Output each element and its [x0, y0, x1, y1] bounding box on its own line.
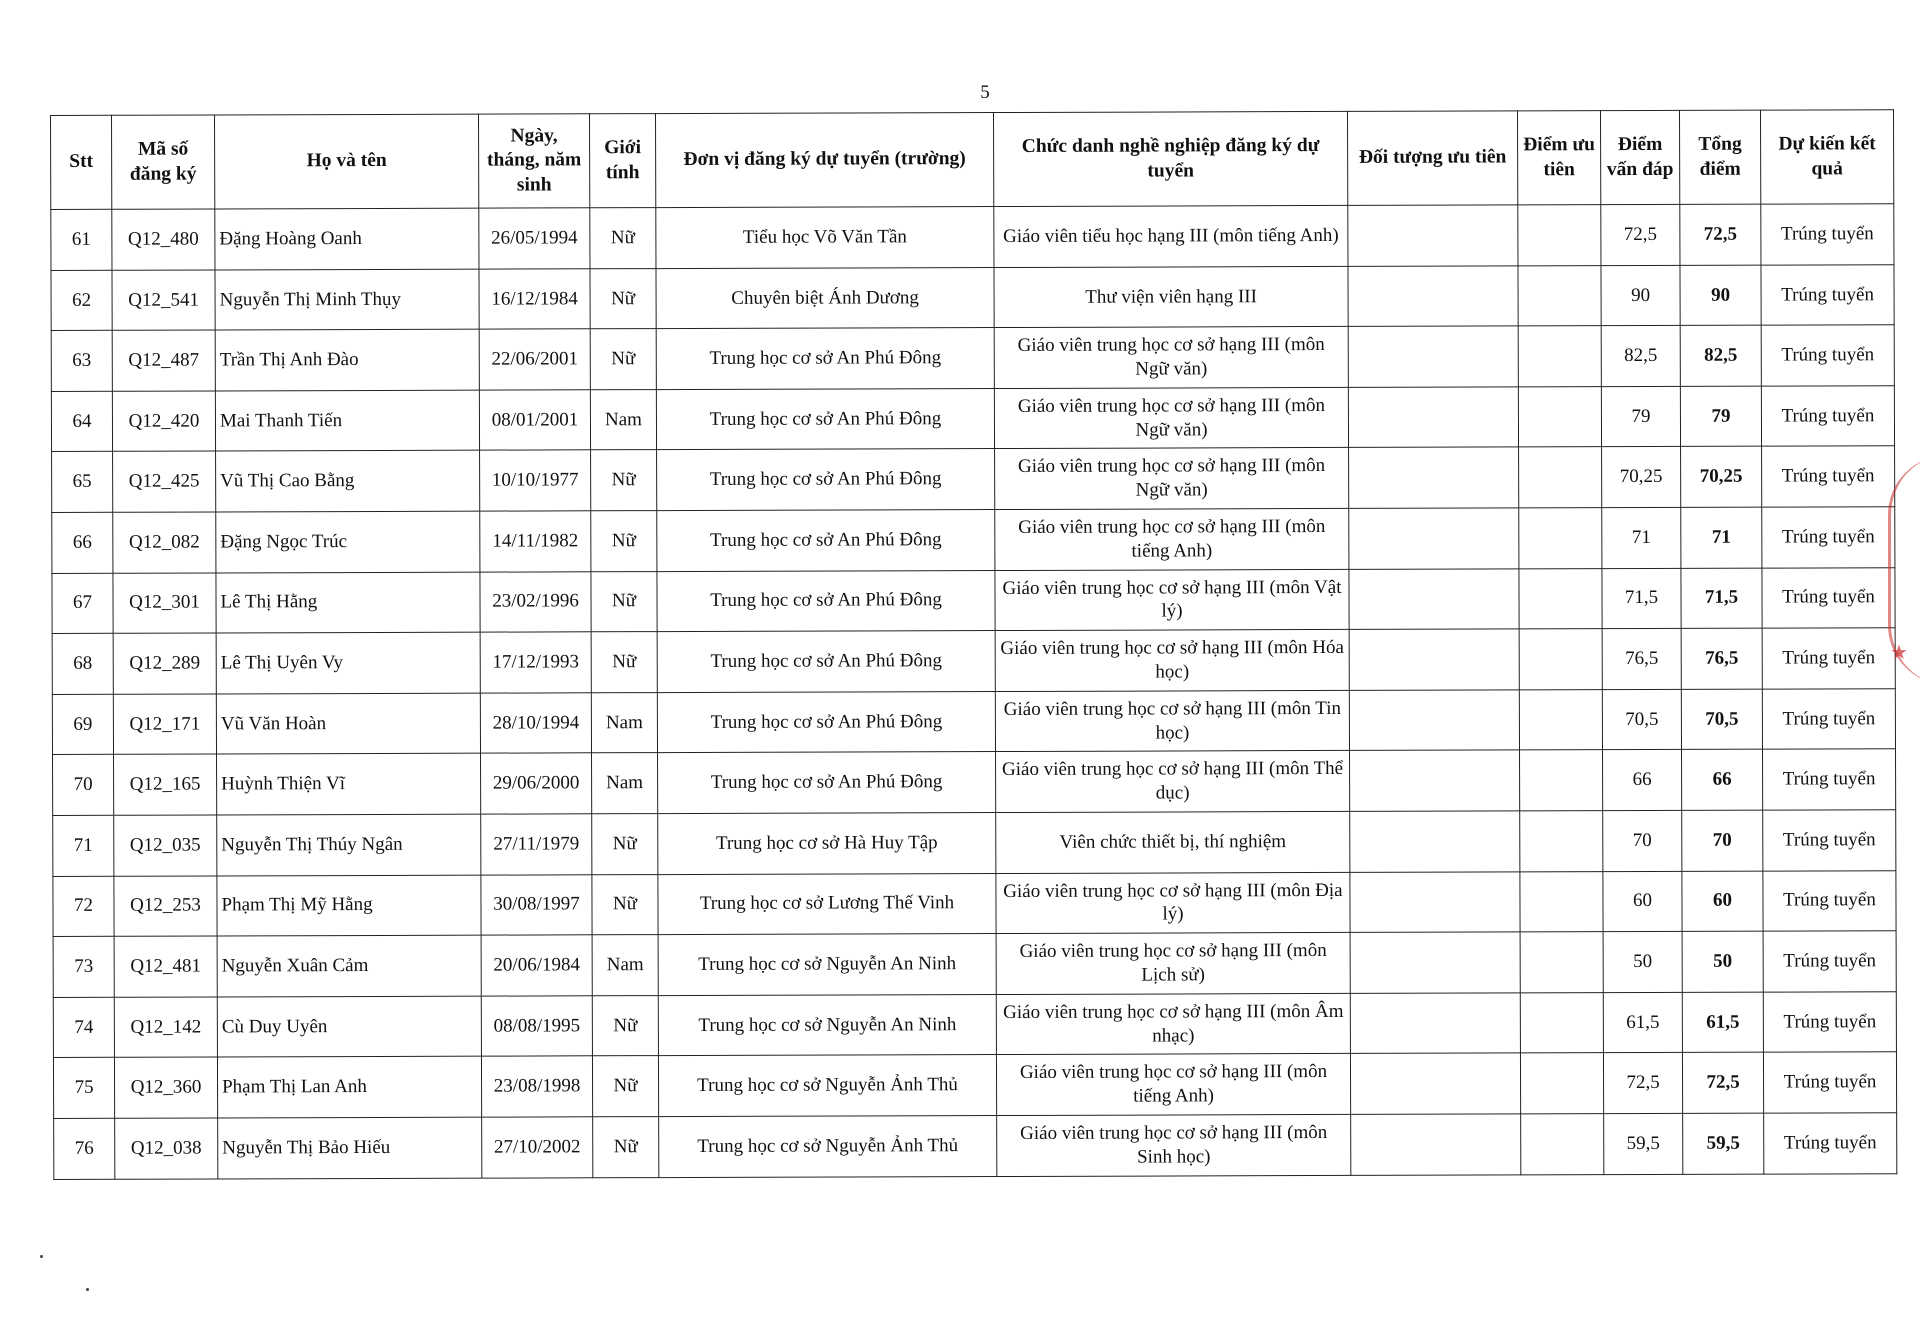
row-expected-result: Trúng tuyển	[1762, 507, 1895, 568]
row-position: Giáo viên trung học cơ sở hạng III (môn Tin học)	[995, 690, 1349, 752]
table-row	[51, 204, 1894, 270]
row-oral-score: 60	[1603, 871, 1682, 932]
row-priority-group	[1348, 265, 1518, 326]
table-row	[51, 325, 1894, 391]
row-full-name: Lê Thị Hằng	[216, 572, 480, 633]
row-stt: 73	[53, 936, 114, 997]
row-school: Trung học cơ sở An Phú Đông	[656, 388, 994, 450]
row-priority-points	[1519, 568, 1602, 629]
table-row	[54, 1113, 1897, 1179]
row-priority-points	[1521, 1114, 1604, 1175]
row-gender: Nữ	[590, 268, 656, 329]
row-total-score: 72,5	[1680, 204, 1761, 265]
table-body	[51, 204, 1897, 1179]
row-oral-score: 70,25	[1602, 447, 1681, 508]
row-stt: 74	[53, 997, 114, 1058]
row-registration-code: Q12_487	[112, 330, 215, 391]
table-row	[52, 567, 1895, 633]
row-stt: 71	[53, 815, 114, 876]
row-stt: 76	[54, 1118, 115, 1179]
table-row	[52, 446, 1895, 512]
row-full-name: Nguyễn Xuân Cảm	[217, 935, 481, 996]
row-stt: 69	[52, 694, 113, 755]
row-total-score: 76,5	[1681, 628, 1762, 689]
row-gender: Nữ	[592, 1056, 658, 1117]
row-stt: 70	[53, 755, 114, 816]
row-total-score: 50	[1682, 931, 1763, 992]
row-oral-score: 50	[1603, 932, 1682, 993]
row-full-name: Huỳnh Thiện Vĩ	[217, 753, 481, 814]
row-school: Tiểu học Võ Văn Tần	[656, 207, 994, 269]
row-position: Giáo viên trung học cơ sở hạng III (môn Ngữ văn)	[994, 387, 1348, 449]
row-stt: 68	[52, 633, 113, 694]
table-row	[53, 870, 1896, 936]
row-full-name: Nguyễn Thị Bảo Hiếu	[218, 1117, 482, 1178]
row-registration-code: Q12_480	[112, 209, 215, 270]
row-school: Trung học cơ sở An Phú Đông	[657, 449, 995, 511]
row-oral-score: 59,5	[1604, 1113, 1683, 1174]
row-registration-code: Q12_289	[113, 633, 216, 694]
row-date-of-birth: 20/06/1984	[481, 935, 592, 996]
row-priority-group	[1351, 1114, 1521, 1175]
header-full-name: Họ và tên	[215, 114, 479, 209]
row-position: Giáo viên trung học cơ sở hạng III (môn Ngữ văn)	[994, 327, 1348, 389]
row-priority-points	[1520, 871, 1603, 932]
row-full-name: Phạm Thị Mỹ Hằng	[217, 875, 481, 936]
row-date-of-birth: 30/08/1997	[481, 874, 592, 935]
row-priority-group	[1350, 871, 1520, 932]
row-gender: Nam	[592, 935, 658, 996]
row-priority-group	[1348, 387, 1518, 448]
header-priority-points: Điểm ưu tiên	[1517, 111, 1600, 205]
row-priority-points	[1520, 992, 1603, 1053]
row-priority-points	[1520, 932, 1603, 993]
row-full-name: Nguyễn Thị Minh Thụy	[215, 269, 479, 330]
row-priority-points	[1519, 447, 1602, 508]
row-position: Giáo viên trung học cơ sở hạng III (môn Lịch sử)	[996, 933, 1350, 995]
row-priority-group	[1349, 629, 1519, 690]
table-row	[53, 749, 1896, 815]
row-position: Giáo viên trung học cơ sở hạng III (môn Sinh học)	[997, 1114, 1351, 1176]
row-stt: 62	[51, 270, 112, 331]
row-oral-score: 72,5	[1603, 1053, 1682, 1114]
row-gender: Nam	[590, 389, 656, 450]
header-total-score: Tổng điểm	[1679, 110, 1760, 204]
row-position: Giáo viên trung học cơ sở hạng III (môn Âm nhạc)	[996, 993, 1350, 1055]
row-date-of-birth: 14/11/1982	[480, 511, 591, 572]
row-position: Giáo viên trung học cơ sở hạng III (môn Địa lý)	[996, 872, 1350, 934]
row-total-score: 70,5	[1681, 689, 1762, 750]
row-oral-score: 71,5	[1602, 568, 1681, 629]
row-expected-result: Trúng tuyển	[1764, 1113, 1897, 1174]
row-date-of-birth: 16/12/1984	[479, 268, 590, 329]
row-total-score: 82,5	[1680, 325, 1761, 386]
row-oral-score: 70,5	[1602, 689, 1681, 750]
row-total-score: 61,5	[1682, 992, 1763, 1053]
row-oral-score: 70	[1603, 810, 1682, 871]
row-registration-code: Q12_420	[112, 391, 215, 452]
row-position: Giáo viên trung học cơ sở hạng III (môn tiếng Anh)	[995, 508, 1349, 570]
row-school: Trung học cơ sở Lương Thế Vinh	[658, 873, 996, 935]
row-school: Trung học cơ sở An Phú Đông	[658, 752, 996, 814]
row-expected-result: Trúng tuyển	[1762, 567, 1895, 628]
row-school: Trung học cơ sở Nguyễn An Ninh	[658, 934, 996, 996]
row-gender: Nữ	[590, 208, 656, 269]
row-gender: Nữ	[591, 450, 657, 511]
row-gender: Nữ	[592, 995, 658, 1056]
row-school: Chuyên biệt Ánh Dương	[656, 267, 994, 329]
row-priority-points	[1519, 629, 1602, 690]
row-full-name: Phạm Thị Lan Anh	[217, 1056, 481, 1117]
header-position: Chức danh nghề nghiệp đăng ký dự tuyển	[993, 111, 1347, 206]
row-oral-score: 76,5	[1602, 629, 1681, 690]
row-total-score: 71	[1681, 507, 1762, 568]
row-total-score: 79	[1680, 386, 1761, 447]
row-priority-group	[1350, 932, 1520, 993]
row-expected-result: Trúng tuyển	[1762, 446, 1895, 507]
row-date-of-birth: 27/11/1979	[481, 814, 592, 875]
page-number: 5	[980, 82, 990, 103]
row-expected-result: Trúng tuyển	[1761, 385, 1894, 446]
row-oral-score: 82,5	[1601, 326, 1680, 387]
row-position: Giáo viên trung học cơ sở hạng III (môn tiếng Anh)	[996, 1054, 1350, 1116]
row-total-score: 71,5	[1681, 568, 1762, 629]
row-priority-group	[1349, 568, 1519, 629]
row-priority-group	[1350, 750, 1520, 811]
row-expected-result: Trúng tuyển	[1763, 1052, 1896, 1113]
row-oral-score: 90	[1601, 265, 1680, 326]
row-registration-code: Q12_301	[113, 573, 216, 634]
row-school: Trung học cơ sở An Phú Đông	[656, 328, 994, 390]
row-full-name: Trần Thị Anh Đào	[215, 329, 479, 390]
row-priority-group	[1350, 993, 1520, 1054]
row-gender: Nữ	[591, 632, 657, 693]
row-registration-code: Q12_142	[114, 997, 217, 1058]
row-full-name: Mai Thanh Tiến	[215, 390, 479, 451]
header-registration-code: Mã số đăng ký	[112, 115, 215, 209]
row-date-of-birth: 26/05/1994	[479, 208, 590, 269]
row-stt: 72	[53, 876, 114, 937]
row-stt: 61	[51, 209, 112, 270]
row-oral-score: 79	[1601, 386, 1680, 447]
row-gender: Nữ	[591, 511, 657, 572]
row-date-of-birth: 28/10/1994	[480, 693, 591, 754]
row-registration-code: Q12_481	[114, 936, 217, 997]
row-position: Giáo viên trung học cơ sở hạng III (môn Ngữ văn)	[995, 448, 1349, 510]
table-row	[53, 931, 1896, 997]
row-expected-result: Trúng tuyển	[1763, 870, 1896, 931]
row-stt: 66	[52, 512, 113, 573]
row-gender: Nam	[592, 753, 658, 814]
row-priority-group	[1349, 690, 1519, 751]
row-position: Giáo viên trung học cơ sở hạng III (môn Vật lý)	[995, 569, 1349, 631]
row-registration-code: Q12_425	[113, 451, 216, 512]
header-date-of-birth: Ngày, tháng, năm sinh	[478, 114, 589, 208]
row-position: Giáo viên trung học cơ sở hạng III (môn Hóa học)	[995, 630, 1349, 692]
row-priority-points	[1518, 205, 1601, 266]
row-priority-points	[1520, 811, 1603, 872]
row-total-score: 70	[1682, 810, 1763, 871]
row-priority-group	[1350, 1053, 1520, 1114]
row-expected-result: Trúng tuyển	[1761, 264, 1894, 325]
row-stt: 67	[52, 573, 113, 634]
row-priority-points	[1518, 386, 1601, 447]
scan-speck	[86, 1288, 89, 1291]
row-gender: Nữ	[592, 874, 658, 935]
row-gender: Nữ	[590, 329, 656, 390]
table-row	[53, 1052, 1896, 1118]
row-priority-points	[1518, 265, 1601, 326]
table-row	[52, 507, 1895, 573]
row-expected-result: Trúng tuyển	[1761, 204, 1894, 265]
row-stt: 65	[52, 452, 113, 513]
row-date-of-birth: 22/06/2001	[479, 329, 590, 390]
row-date-of-birth: 08/08/1995	[481, 996, 592, 1057]
table-row	[52, 628, 1895, 694]
row-date-of-birth: 27/10/2002	[482, 1117, 593, 1178]
row-full-name: Vũ Thị Cao Bằng	[216, 451, 480, 512]
row-school: Trung học cơ sở An Phú Đông	[657, 691, 995, 753]
header-stt: Stt	[51, 115, 112, 209]
row-gender: Nữ	[593, 1116, 659, 1177]
row-school: Trung học cơ sở An Phú Đông	[657, 570, 995, 632]
row-school: Trung học cơ sở Nguyễn Ảnh Thủ	[659, 1115, 997, 1177]
row-oral-score: 61,5	[1603, 992, 1682, 1053]
row-expected-result: Trúng tuyển	[1763, 991, 1896, 1052]
row-oral-score: 72,5	[1601, 204, 1680, 265]
row-stt: 63	[51, 330, 112, 391]
row-expected-result: Trúng tuyển	[1762, 628, 1895, 689]
table-row	[51, 385, 1894, 451]
row-expected-result: Trúng tuyển	[1762, 688, 1895, 749]
row-priority-group	[1348, 205, 1518, 266]
row-date-of-birth: 10/10/1977	[480, 450, 591, 511]
row-date-of-birth: 08/01/2001	[479, 390, 590, 451]
row-total-score: 90	[1680, 265, 1761, 326]
row-position: Giáo viên trung học cơ sở hạng III (môn Thể dục)	[996, 751, 1350, 813]
row-full-name: Nguyễn Thị Thúy Ngân	[217, 814, 481, 875]
row-total-score: 70,25	[1681, 446, 1762, 507]
row-registration-code: Q12_165	[114, 754, 217, 815]
table-row	[53, 991, 1896, 1057]
row-expected-result: Trúng tuyển	[1763, 810, 1896, 871]
row-position: Giáo viên tiểu học hạng III (môn tiếng Anh)	[994, 205, 1348, 267]
row-registration-code: Q12_171	[113, 694, 216, 755]
row-registration-code: Q12_035	[114, 815, 217, 876]
header-expected-result: Dự kiến kết quả	[1760, 110, 1893, 204]
row-expected-result: Trúng tuyển	[1761, 325, 1894, 386]
row-priority-group	[1350, 811, 1520, 872]
header-gender: Giới tính	[589, 114, 655, 208]
row-position: Thư viện viên hạng III	[994, 266, 1348, 328]
row-expected-result: Trúng tuyển	[1763, 749, 1896, 810]
row-gender: Nữ	[592, 814, 658, 875]
row-expected-result: Trúng tuyển	[1763, 931, 1896, 992]
table-row	[52, 688, 1895, 754]
row-school: Trung học cơ sở An Phú Đông	[657, 631, 995, 693]
table-header-row	[51, 110, 1894, 210]
row-stt: 64	[51, 391, 112, 452]
table-row	[51, 264, 1894, 330]
results-table	[50, 109, 1897, 1179]
row-gender: Nữ	[591, 571, 657, 632]
row-priority-points	[1519, 508, 1602, 569]
row-registration-code: Q12_541	[112, 270, 215, 331]
row-registration-code: Q12_082	[113, 512, 216, 573]
row-date-of-birth: 29/06/2000	[481, 753, 592, 814]
row-school: Trung học cơ sở An Phú Đông	[657, 510, 995, 572]
row-date-of-birth: 17/12/1993	[480, 632, 591, 693]
row-full-name: Vũ Văn Hoàn	[216, 693, 480, 754]
table-row	[53, 810, 1896, 876]
row-registration-code: Q12_253	[114, 876, 217, 937]
row-full-name: Đặng Hoàng Oanh	[215, 208, 479, 269]
row-school: Trung học cơ sở Hà Huy Tập	[658, 812, 996, 874]
row-registration-code: Q12_360	[114, 1057, 217, 1118]
row-gender: Nam	[591, 692, 657, 753]
row-full-name: Đặng Ngọc Trúc	[216, 511, 480, 572]
row-total-score: 72,5	[1682, 1052, 1763, 1113]
row-priority-points	[1518, 326, 1601, 387]
header-school: Đơn vị đăng ký dự tuyển (trường)	[655, 113, 993, 208]
row-priority-points	[1520, 750, 1603, 811]
row-oral-score: 66	[1603, 750, 1682, 811]
row-priority-points	[1519, 689, 1602, 750]
header-oral-score: Điểm vấn đáp	[1600, 110, 1679, 204]
row-date-of-birth: 23/08/1998	[481, 1056, 592, 1117]
row-priority-points	[1520, 1053, 1603, 1114]
row-date-of-birth: 23/02/1996	[480, 571, 591, 632]
row-priority-group	[1348, 326, 1518, 387]
row-registration-code: Q12_038	[115, 1118, 218, 1179]
row-total-score: 60	[1682, 871, 1763, 932]
row-full-name: Cù Duy Uyên	[217, 996, 481, 1057]
row-school: Trung học cơ sở Nguyễn An Ninh	[658, 994, 996, 1056]
scan-speck	[40, 1255, 43, 1258]
row-total-score: 59,5	[1683, 1113, 1764, 1174]
row-priority-group	[1349, 508, 1519, 569]
row-school: Trung học cơ sở Nguyễn Ảnh Thủ	[658, 1055, 996, 1117]
row-stt: 75	[53, 1058, 114, 1119]
row-total-score: 66	[1682, 749, 1763, 810]
row-position: Viên chức thiết bị, thí nghiệm	[996, 811, 1350, 873]
header-priority-group: Đối tượng ưu tiên	[1347, 111, 1517, 206]
stamp-star-icon: ★	[1890, 642, 1908, 664]
row-oral-score: 71	[1602, 507, 1681, 568]
row-full-name: Lê Thị Uyên Vy	[216, 632, 480, 693]
row-priority-group	[1349, 447, 1519, 508]
